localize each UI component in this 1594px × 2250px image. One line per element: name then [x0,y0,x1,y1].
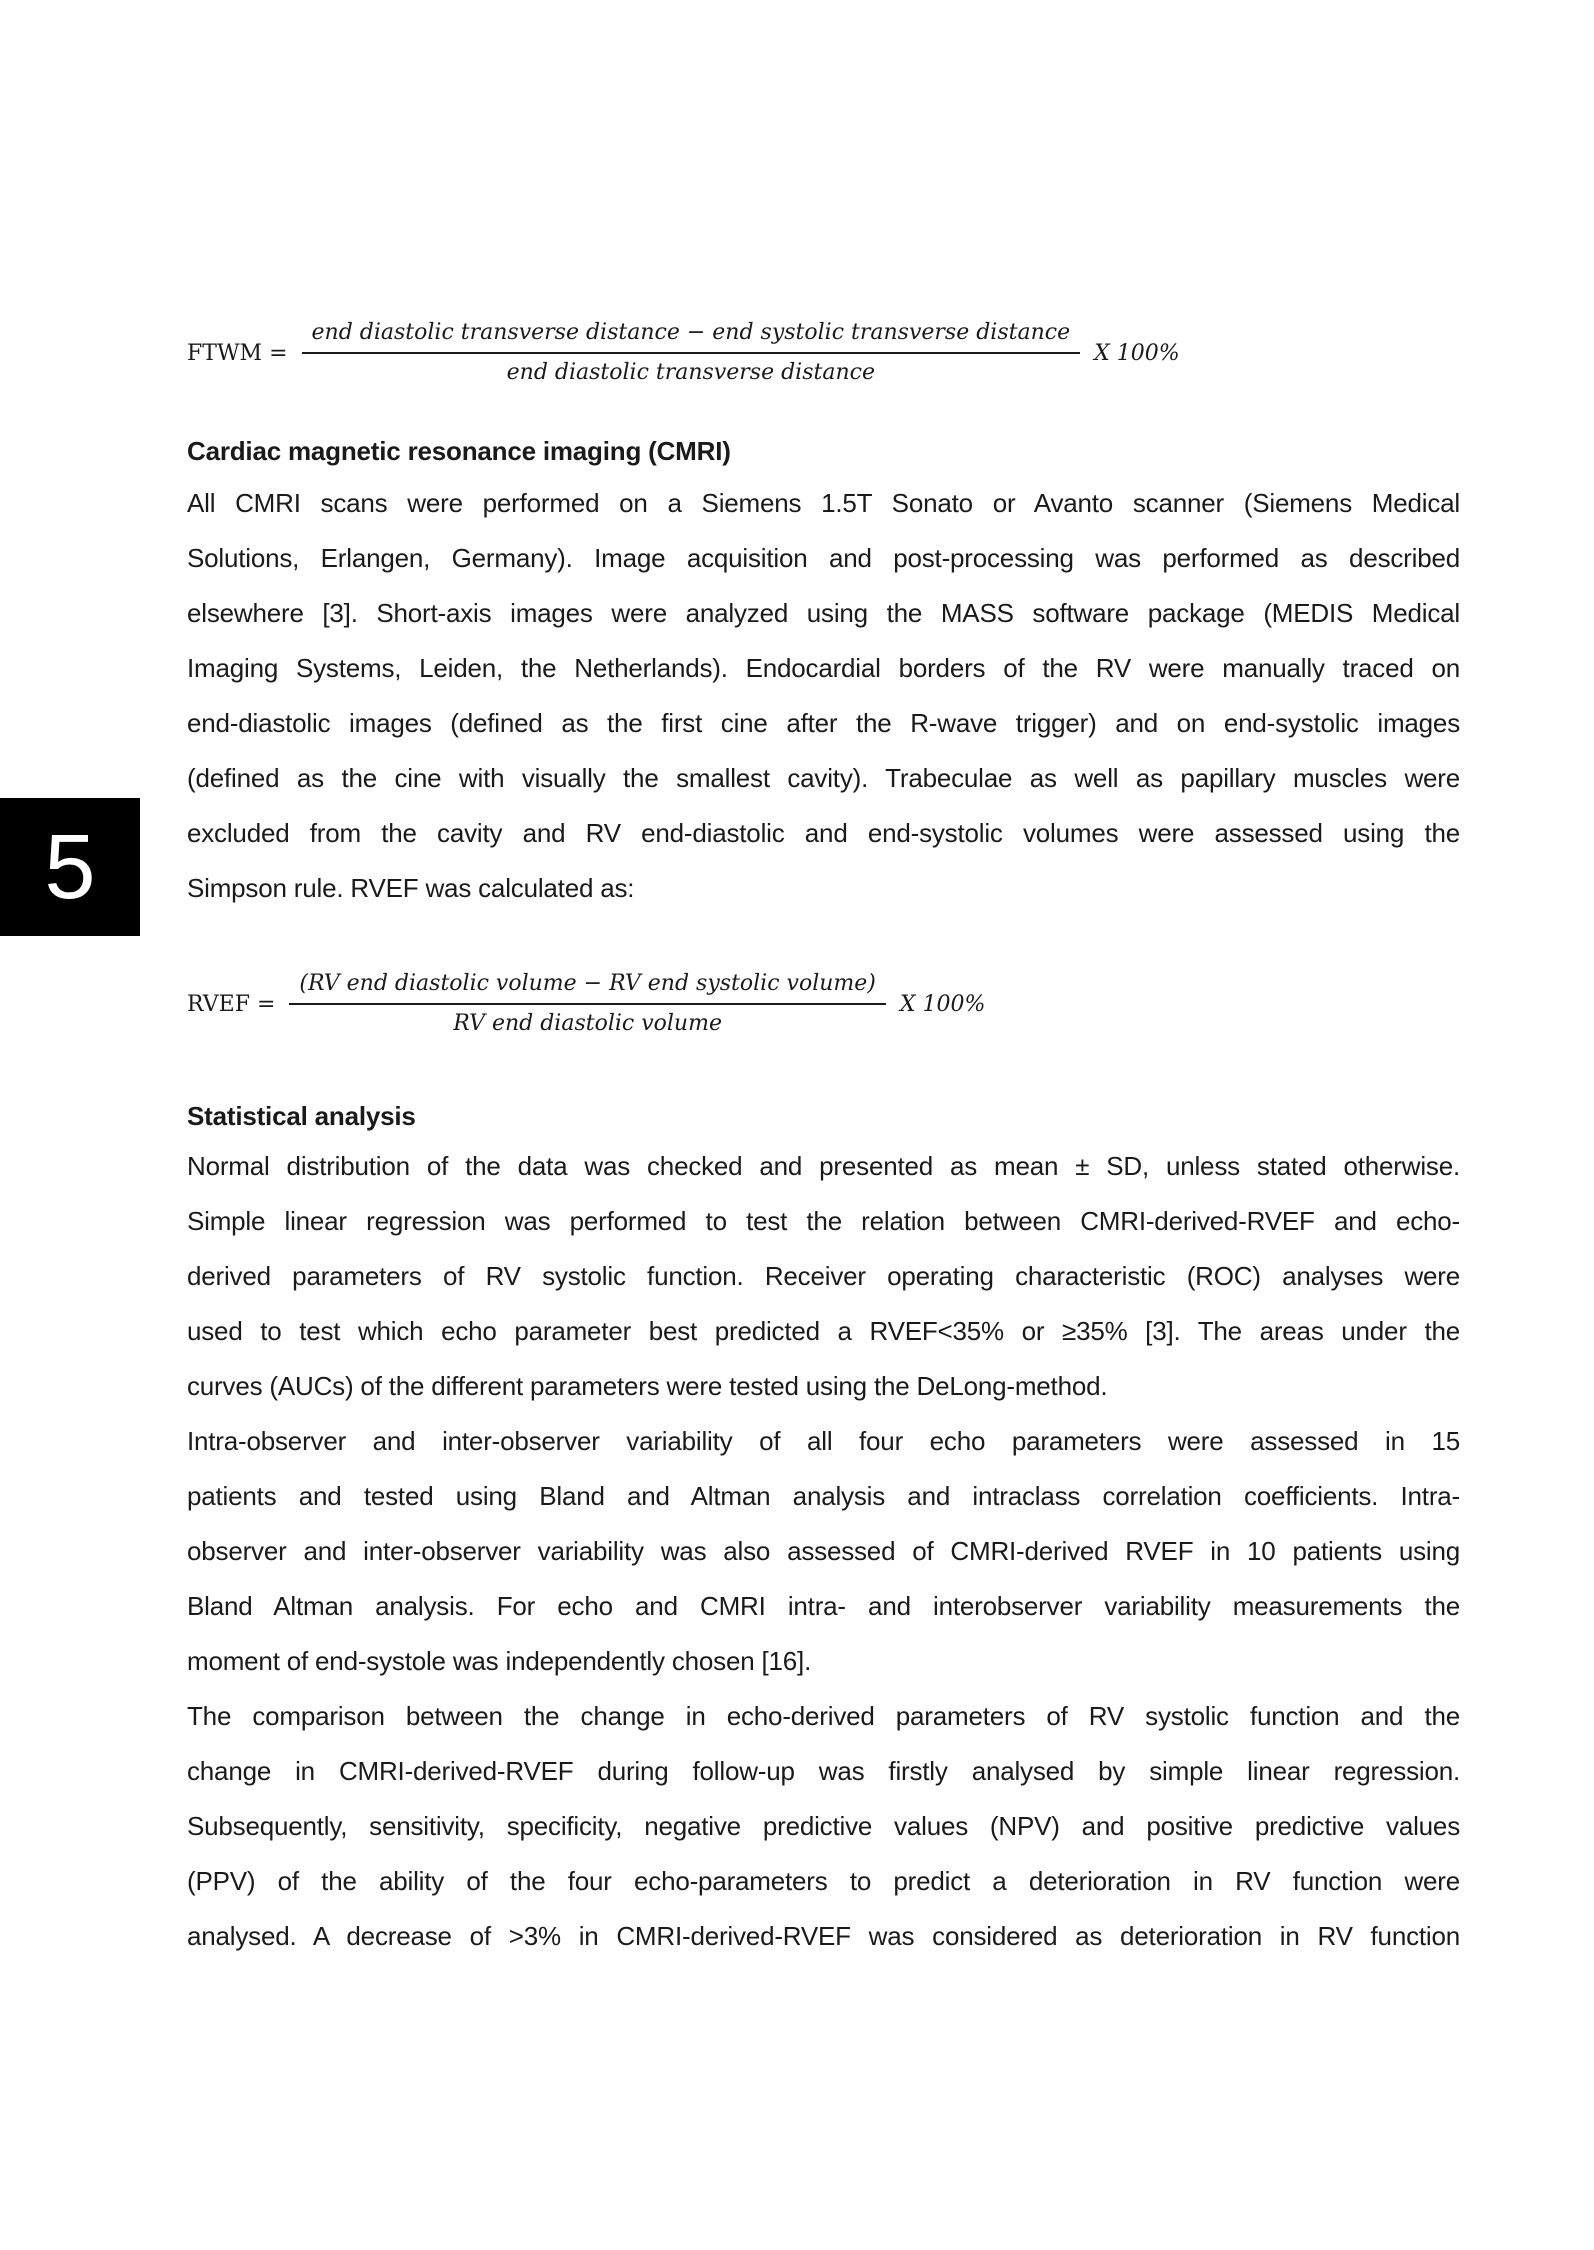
ftwm-numerator: end diastolic transverse distance − end systolic transverse distance [302,316,1081,354]
text-line: used to test which echo parameter best predicted a RVEF<35% or ≥35% [3]. The areas under the [187,1316,1460,1346]
rvef-numerator: (RV end diastolic volume − RV end systolic volume) [289,967,885,1005]
text-line: Imaging Systems, Leiden, the Netherlands). Endocardial borders of the RV were manually traced on [187,653,1460,683]
stats-section-heading: Statistical analysis [187,1101,416,1131]
text-line: elsewhere [3]. Short-axis images were analyzed using the MASS software package (MEDIS Medical [187,598,1460,628]
cmri-section-heading: Cardiac magnetic resonance imaging (CMRI) [187,436,731,466]
rvef-multiplier: X 100% [899,991,986,1017]
ftwm-multiplier: X 100% [1094,340,1180,366]
text-line: (PPV) of the ability of the four echo-parameters to predict a deterioration in RV function were [187,1866,1460,1896]
text-line: patients and tested using Bland and Altman analysis and intraclass correlation coefficients. Intra- [187,1481,1460,1511]
ftwm-denominator: end diastolic transverse distance [506,360,875,385]
text-line: Solutions, Erlangen, Germany). Image acquisition and post-processing was performed as described [187,543,1460,573]
text-line: observer and inter-observer variability was also assessed of CMRI-derived RVEF in 10 patients using [187,1536,1460,1566]
text-line: All CMRI scans were performed on a Siemens 1.5T Sonato or Avanto scanner (Siemens Medical [187,488,1460,518]
rvef-formula-label: RVEF = [187,991,276,1017]
text-line: Normal distribution of the data was checked and presented as mean ± SD, unless stated otherwise. [187,1151,1460,1181]
cmri-paragraph [187,476,1460,916]
stats-paragraphs [187,1139,1460,1964]
text-line: moment of end-systole was independently chosen [16]. [187,1646,812,1676]
text-line: Subsequently, sensitivity, specificity, negative predictive values (NPV) and positive predictive values [187,1811,1460,1841]
ftwm-formula [187,316,1180,390]
text-line: analysed. A decrease of >3% in CMRI-derived-RVEF was considered as deterioration in RV function [187,1921,1460,1951]
text-line: (defined as the cine with visually the smallest cavity). Trabeculae as well as papillary muscles were [187,763,1460,793]
ftwm-formula-label: FTWM = [187,340,288,366]
text-line: end-diastolic images (defined as the first cine after the R-wave trigger) and on end-systolic images [187,708,1460,738]
text-line: Intra-observer and inter-observer variability of all four echo parameters were assessed in 15 [187,1426,1460,1456]
text-line: curves (AUCs) of the different parameters were tested using the DeLong-method. [187,1371,1108,1401]
rvef-fraction [289,967,885,1041]
text-line: Simple linear regression was performed to test the relation between CMRI-derived-RVEF and echo- [187,1206,1460,1236]
rvef-formula [187,967,985,1041]
chapter-number-tab [0,798,140,936]
chapter-number: 5 [44,816,96,918]
text-line: The comparison between the change in echo-derived parameters of RV systolic function and the [187,1701,1460,1731]
text-line: change in CMRI-derived-RVEF during follow-up was firstly analysed by simple linear regression. [187,1756,1460,1786]
rvef-denominator: RV end diastolic volume [453,1011,722,1036]
text-line: derived parameters of RV systolic function. Receiver operating characteristic (ROC) analyses were [187,1261,1460,1291]
text-line: excluded from the cavity and RV end-diastolic and end-systolic volumes were assessed using the [187,818,1460,848]
text-line: Bland Altman analysis. For echo and CMRI intra- and interobserver variability measurements the [187,1591,1460,1621]
ftwm-fraction [302,316,1081,390]
text-line: Simpson rule. RVEF was calculated as: [187,873,635,903]
